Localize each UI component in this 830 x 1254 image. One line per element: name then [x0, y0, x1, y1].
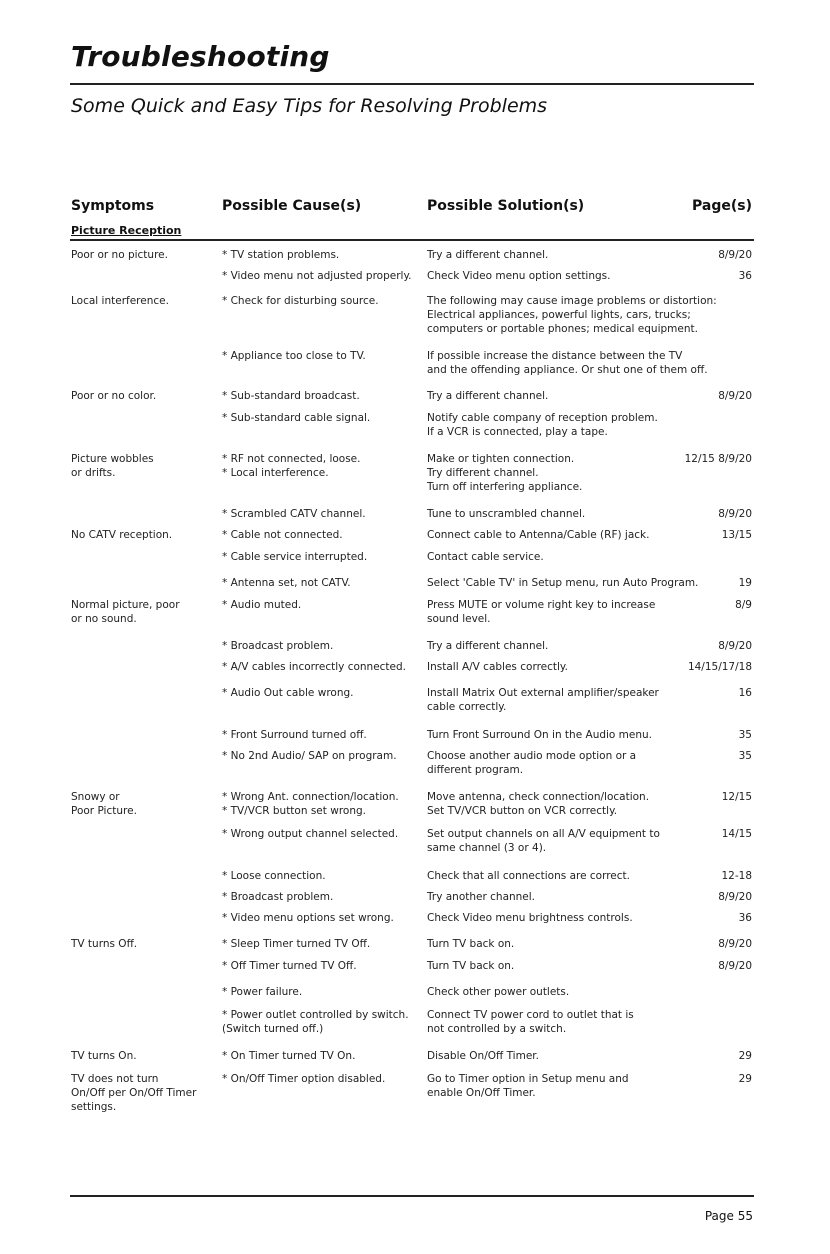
section-heading: Picture Reception — [71, 224, 182, 237]
cause-cell: * A/V cables incorrectly connected. — [222, 661, 407, 673]
page-title: Troubleshooting — [71, 40, 330, 73]
solution-cell: Select 'Cable TV' in Setup menu, run Auto Program. — [427, 577, 699, 589]
solution-cell: Move antenna, check connection/location. Set TV/VCR button on VCR correctly. — [427, 791, 650, 817]
page-ref-cell: 8/9/20 — [718, 249, 752, 261]
symptom-cell: TV turns Off. — [71, 938, 138, 950]
page-ref-cell: 8/9 — [735, 599, 752, 611]
symptom-cell: Snowy or Poor Picture. — [71, 791, 137, 817]
header-pages: Page(s) — [692, 198, 752, 214]
page-ref-cell: 19 — [738, 577, 752, 589]
solution-cell: Install Matrix Out external amplifier/speaker cable correctly. — [427, 687, 659, 713]
cause-cell: * Antenna set, not CATV. — [222, 577, 351, 589]
page-ref-cell: 35 — [738, 750, 752, 762]
page-ref-cell: 8/9/20 — [718, 891, 752, 903]
cause-cell: * No 2nd Audio/ SAP on program. — [222, 750, 397, 762]
header-causes: Possible Cause(s) — [222, 198, 362, 214]
symptom-cell: Poor or no picture. — [71, 249, 168, 261]
cause-cell: * Audio muted. — [222, 599, 302, 611]
cause-cell: * Cable service interrupted. — [222, 551, 368, 563]
cause-cell: * Sub-standard cable signal. — [222, 412, 371, 424]
solution-cell: If possible increase the distance between the TV and the offending appliance. Or shut one of them off. — [427, 350, 708, 376]
solution-cell: Try another channel. — [427, 891, 536, 903]
solution-cell: Notify cable company of reception problem. If a VCR is connected, play a tape. — [427, 412, 658, 438]
cause-cell: * Scrambled CATV channel. — [222, 508, 366, 520]
solution-cell: Try a different channel. — [427, 249, 549, 261]
solution-cell: Turn TV back on. — [427, 960, 515, 972]
cause-cell: * Sub-standard broadcast. — [222, 390, 360, 402]
solution-cell: The following may cause image problems or distortion: Electrical appliances, powerful lights, cars, trucks; computers or portable phones; medical equipment. — [427, 295, 717, 335]
page-ref-cell: 8/9/20 — [718, 960, 752, 972]
page-ref-cell: 36 — [738, 912, 752, 924]
symptom-cell: Normal picture, poor or no sound. — [71, 599, 180, 625]
solution-cell: Turn Front Surround On in the Audio menu. — [427, 729, 653, 741]
cause-cell: * TV station problems. — [222, 249, 340, 261]
symptom-cell: TV turns On. — [71, 1050, 137, 1062]
solution-cell: Check that all connections are correct. — [427, 870, 630, 882]
cause-cell: * Off Timer turned TV Off. — [222, 960, 357, 972]
page-ref-cell: 36 — [738, 270, 752, 282]
page-ref-cell: 29 — [738, 1050, 752, 1062]
solution-cell: Connect TV power cord to outlet that is not controlled by a switch. — [427, 1009, 634, 1035]
page-ref-cell: 8/9/20 — [718, 640, 752, 652]
solution-cell: Try a different channel. — [427, 640, 549, 652]
cause-cell: * On Timer turned TV On. — [222, 1050, 356, 1062]
page-ref-cell: 12-18 — [721, 870, 752, 882]
cause-cell: * Sleep Timer turned TV Off. — [222, 938, 371, 950]
cause-cell: * Appliance too close to TV. — [222, 350, 366, 362]
page-number: Page 55 — [704, 1209, 753, 1223]
cause-cell: * On/Off Timer option disabled. — [222, 1073, 386, 1085]
solution-cell: Check Video menu option settings. — [427, 270, 611, 282]
cause-cell: * Loose connection. — [222, 870, 326, 882]
solution-cell: Tune to unscrambled channel. — [427, 508, 586, 520]
cause-cell: * Wrong output channel selected. — [222, 828, 399, 840]
cause-cell: * Power outlet controlled by switch. (Switch turned off.) — [222, 1009, 409, 1035]
cause-cell: * Check for disturbing source. — [222, 295, 379, 307]
solution-cell: Install A/V cables correctly. — [427, 661, 568, 673]
solution-cell: Try a different channel. — [427, 390, 549, 402]
solution-cell: Choose another audio mode option or a different program. — [427, 750, 637, 776]
cause-cell: * Video menu options set wrong. — [222, 912, 394, 924]
page-ref-cell: 29 — [738, 1073, 752, 1085]
page-ref-cell: 14/15 — [721, 828, 752, 840]
symptom-cell: TV does not turn On/Off per On/Off Timer settings. — [71, 1073, 197, 1113]
cause-cell: * Audio Out cable wrong. — [222, 687, 354, 699]
symptom-cell: No CATV reception. — [71, 529, 173, 541]
page-ref-cell: 14/15/17/18 — [687, 661, 752, 673]
page-ref-cell: 12/15 8/9/20 — [684, 453, 752, 465]
cause-cell: * Cable not connected. — [222, 529, 343, 541]
cause-cell: * Wrong Ant. connection/location. * TV/VCR button set wrong. — [222, 791, 399, 817]
page-ref-cell: 13/15 — [721, 529, 752, 541]
page-ref-cell: 8/9/20 — [718, 508, 752, 520]
cause-cell: * Power failure. — [222, 986, 303, 998]
page-ref-cell: 35 — [738, 729, 752, 741]
page-ref-cell: 8/9/20 — [718, 390, 752, 402]
solution-cell: Make or tighten connection. Try different channel. Turn off interfering appliance. — [427, 453, 583, 493]
cause-cell: * RF not connected, loose. * Local interference. — [222, 453, 361, 479]
solution-cell: Check other power outlets. — [427, 986, 570, 998]
cause-cell: * Broadcast problem. — [222, 891, 334, 903]
solution-cell: Turn TV back on. — [427, 938, 515, 950]
solution-cell: Contact cable service. — [427, 551, 544, 563]
solution-cell: Go to Timer option in Setup menu and enable On/Off Timer. — [427, 1073, 629, 1099]
page-ref-cell: 16 — [738, 687, 752, 699]
symptom-cell: Poor or no color. — [71, 390, 157, 402]
solution-cell: Check Video menu brightness controls. — [427, 912, 633, 924]
cause-cell: * Video menu not adjusted properly. — [222, 270, 412, 282]
cause-cell: * Broadcast problem. — [222, 640, 334, 652]
page-ref-cell: 12/15 — [721, 791, 752, 803]
header-symptoms: Symptoms — [71, 198, 155, 214]
solution-cell: Set output channels on all A/V equipment to same channel (3 or 4). — [427, 828, 660, 854]
symptom-cell: Local interference. — [71, 295, 169, 307]
solution-cell: Press MUTE or volume right key to increase sound level. — [427, 599, 656, 625]
solution-cell: Disable On/Off Timer. — [427, 1050, 539, 1062]
footer-rule — [70, 1195, 754, 1197]
solution-cell: Connect cable to Antenna/Cable (RF) jack. — [427, 529, 650, 541]
page-ref-cell: 8/9/20 — [718, 938, 752, 950]
page-subtitle: Some Quick and Easy Tips for Resolving Problems — [71, 95, 548, 117]
header-solutions: Possible Solution(s) — [427, 198, 585, 214]
symptom-cell: Picture wobbles or drifts. — [71, 453, 154, 479]
cause-cell: * Front Surround turned off. — [222, 729, 367, 741]
